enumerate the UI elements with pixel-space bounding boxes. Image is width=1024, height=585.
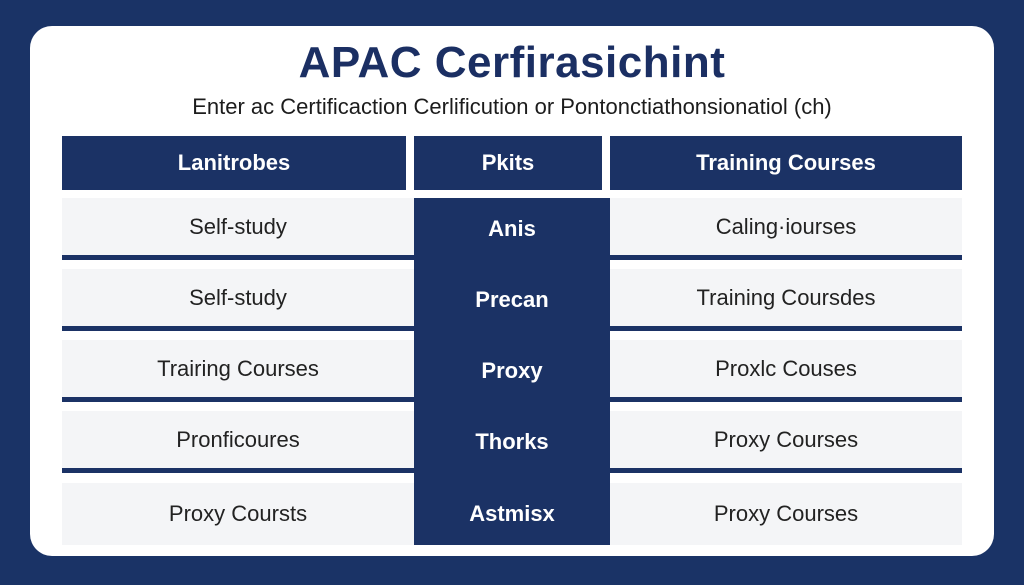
column-header-1: Lanitrobes — [62, 136, 406, 190]
table-cell-right: Proxy Courses — [713, 426, 859, 452]
table-cell-middle: Anis — [488, 216, 536, 241]
table-cell-right: Training Coursdes — [696, 284, 876, 310]
table-cell-middle: Precan — [475, 287, 549, 312]
table-cell-middle: Astmisx — [469, 501, 555, 526]
table-cell-left: Pronficoures — [176, 426, 300, 452]
table-cell-right: Proxlc Couses — [715, 355, 857, 381]
table-cell-middle: Thorks — [475, 429, 549, 454]
table-cell-left: Trairing Courses — [157, 355, 319, 381]
page-subtitle: Enter ac Certificaction Cerlificution or Pontonctiathonsionatiol (ch) — [192, 94, 832, 119]
column-header-2: Pkits — [414, 136, 602, 190]
table-cell-left: Proxy Coursts — [168, 501, 308, 526]
table-cell-left: Self-study — [189, 213, 287, 239]
table-cell-left: Self-study — [189, 284, 287, 310]
page-title: APAC Cerfirasichint — [298, 38, 726, 87]
table-cell-right: Proxy Courses — [713, 501, 859, 526]
table-cell-middle: Proxy — [481, 358, 543, 383]
table-cell-right: Caling·iourses — [715, 213, 857, 239]
column-header-3: Training Courses — [610, 136, 962, 190]
